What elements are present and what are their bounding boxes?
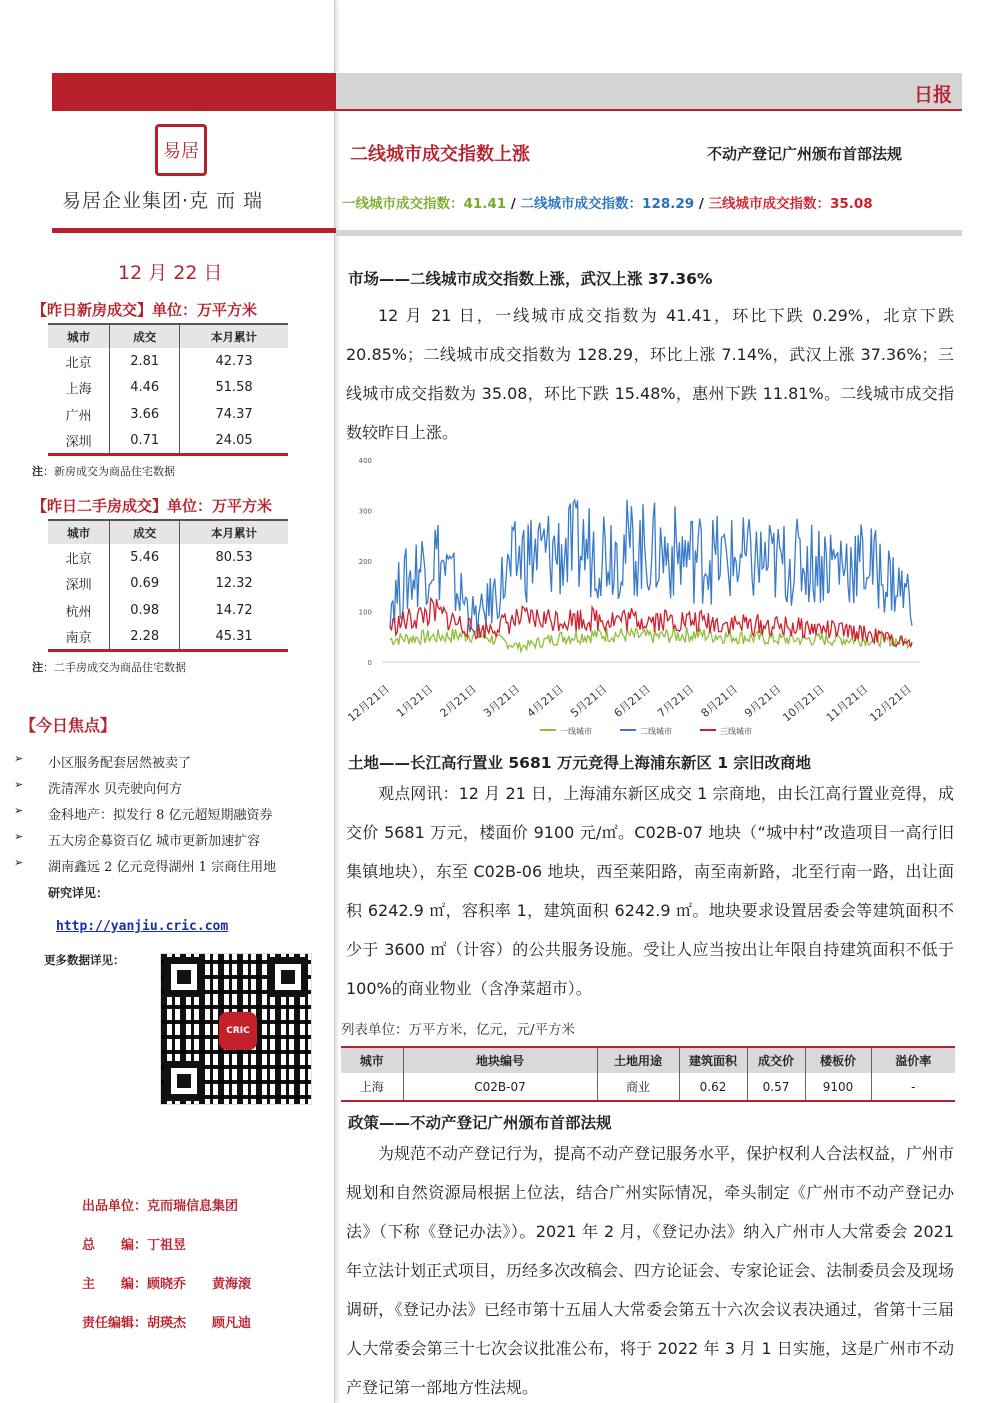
- focus-title: 【今日焦点】: [20, 716, 117, 735]
- focus-item-text: 金科地产：拟发行 8 亿元超短期融资券: [48, 808, 273, 823]
- cell: 42.73: [215, 353, 253, 369]
- more-data-label: 更多数据详见：: [44, 953, 125, 967]
- col-month-total: 本月累计: [180, 520, 288, 544]
- table-row: [341, 1073, 955, 1101]
- arrow-icon: ➢: [14, 752, 24, 765]
- qr-finder: [164, 957, 204, 997]
- header-bar: [336, 73, 962, 111]
- x-tick-label: 9月21日: [742, 682, 784, 720]
- index-summary: [342, 192, 873, 212]
- focus-item[interactable]: [14, 804, 276, 830]
- qr-logo: CRIC: [219, 1012, 257, 1050]
- headline-side: 不动产登记广州颁布首部法规: [707, 145, 903, 163]
- series-line: [390, 500, 912, 638]
- focus-item[interactable]: [14, 856, 276, 882]
- note-text: ：新房成交为商品住宅数据: [43, 465, 175, 478]
- note-text: ：二手房成交为商品住宅数据: [43, 661, 186, 674]
- cell: 80.53: [215, 549, 253, 565]
- cell: 0.62: [679, 1073, 747, 1101]
- col-price: 成交价: [747, 1047, 805, 1073]
- credit-responsible-editors: 责任编辑：胡瑛杰 顾凡迪: [82, 1316, 252, 1331]
- table-row: [48, 544, 288, 571]
- cell: 0.57: [747, 1073, 805, 1101]
- headline-main: 二线城市成交指数上涨: [350, 144, 530, 165]
- col-premium: 溢价率: [871, 1047, 955, 1073]
- company-name: 易居企业集团·克 而 瑞: [62, 190, 264, 212]
- market-text: [346, 296, 954, 452]
- table-row: [48, 348, 288, 375]
- col-land-use: 土地用途: [597, 1047, 679, 1073]
- cell: 杭州: [48, 597, 110, 624]
- header-accent-bar: [52, 73, 336, 111]
- separator: /: [510, 196, 516, 212]
- x-tick-label: 12月21日: [867, 682, 914, 725]
- cell: 0.98: [110, 597, 180, 624]
- x-tick-label: 11月21日: [823, 682, 871, 725]
- second-house-table: [48, 519, 288, 652]
- arrow-icon: ➢: [14, 830, 24, 843]
- focus-item-text: 洗清浑水 贝壳驶向何方: [48, 782, 183, 797]
- index-chart: [340, 450, 940, 750]
- land-body: 观点网讯：12 月 21 日，上海浦东新区成交 1 宗商地，由长江高行置业竞得，成交价 5681 万元，楼面价 9100 元/㎡。C02B-07 地块（“城中村”改造项目一高行旧集镇地块），东至 C02B-06 地块，西至莱阳路，南至南新路，北至行南一路，出让面积 6242.9 ㎡，容积率 1，建筑面积 6242.9 ㎡。地块要求设置居委会等建筑面积不少于 3600 ㎡（计容）的公共服务设施。受让人应当按出让年限自持建筑面积不低于 100%的商业物业（含净菜超市）。: [346, 784, 954, 998]
- new-house-title: 【昨日新房成交】单位：万平方米: [32, 301, 258, 319]
- x-tick-label: 1月21日: [394, 682, 436, 720]
- x-tick-label: 12月21日: [345, 682, 392, 725]
- credit-editors: 主 编：顾晓乔 黄海滚: [82, 1277, 252, 1292]
- col-floor-area: 建筑面积: [679, 1047, 747, 1073]
- policy-body: 为规范不动产登记行为，提高不动产登记服务水平，保护权利人合法权益，广州市规划和自然资源局根据上位法，结合广州实际情况，牵头制定《广州市不动产登记办法》（下称《登记办法》）。2021 年 2 月，《登记办法》纳入广州市人大常委会 2021 年立法计划正式项目，历经多次改稿会、四方论证会、专家论证会、法制委员会及现场调研，《登记办法》已经市第十五届人大常委会第五十六次会议表决通过，省第十三届人大常委会第三十七次会议批准公布，将于 2022 年 3 月 1 日实施，这是广州市不动产登记第一部地方性法规。: [346, 1144, 955, 1397]
- divider: [52, 228, 336, 233]
- y-tick-label: 100: [358, 608, 372, 617]
- focus-item[interactable]: [14, 752, 276, 778]
- qr-finder: [268, 957, 308, 997]
- cell: 3.66: [110, 401, 180, 428]
- x-tick-label: 4月21日: [524, 682, 566, 720]
- col-deal: 成交: [110, 520, 180, 544]
- separator: /: [698, 196, 704, 212]
- cell: 上海: [48, 375, 110, 402]
- arrow-icon: ➢: [14, 778, 24, 791]
- cell: 0.69: [110, 571, 180, 598]
- x-tick-label: 2月21日: [437, 682, 479, 720]
- units-note: 列表单位：万平方米，亿元，元/平方米: [341, 1022, 576, 1038]
- col-city: 城市: [48, 324, 110, 348]
- legend-label: 三线城市: [720, 727, 752, 736]
- tier1-index: 一线城市成交指数：41.41: [342, 196, 507, 212]
- legend-label: 一线城市: [560, 727, 592, 736]
- table-row: [48, 624, 288, 651]
- col-plot-id: 地块编号: [403, 1047, 597, 1073]
- divider: [336, 230, 962, 236]
- x-tick-label: 3月21日: [481, 682, 523, 720]
- col-city: 城市: [48, 520, 110, 544]
- focus-list: [14, 752, 276, 882]
- arrow-icon: ➢: [14, 856, 24, 869]
- cell: 5.46: [110, 544, 180, 571]
- land-heading: 土地——长江高行置业 5681 万元竞得上海浦东新区 1 宗旧改商地: [348, 754, 812, 772]
- qr-finder: [164, 1061, 204, 1101]
- y-tick-label: 400: [358, 457, 372, 465]
- cell: 45.31: [180, 624, 288, 651]
- cell: 商业: [597, 1073, 679, 1101]
- series-line: [390, 598, 912, 647]
- col-floor-price: 楼板价: [805, 1047, 871, 1073]
- cell: 51.58: [215, 380, 253, 396]
- market-body: 12 月 21 日，一线城市成交指数为 41.41，环比下跌 0.29%，北京下跌 20.85%；二线城市成交指数为 128.29，环比上涨 7.14%，武汉上涨 37.36%；三线城市成交指数为 35.08，环比下跌 15.48%，惠州下跌 11.81%。二线城市成交指数较昨日上涨。: [346, 306, 954, 442]
- cell: 南京: [48, 624, 110, 651]
- cell: 深圳: [48, 571, 110, 598]
- cell: 2.81: [110, 348, 180, 375]
- market-heading: 市场——二线城市成交指数上涨，武汉上涨 37.36%: [348, 270, 713, 288]
- y-tick-label: 300: [358, 507, 372, 516]
- logo-mark: 易居: [163, 141, 199, 162]
- col-month-total: 本月累计: [180, 324, 288, 348]
- cell: 北京: [48, 544, 110, 571]
- left-column: [0, 0, 335, 1403]
- cell: -: [871, 1073, 955, 1101]
- y-tick-label: 200: [358, 558, 372, 566]
- new-house-table: [48, 323, 288, 456]
- series-line: [390, 627, 912, 652]
- focus-item[interactable]: [14, 830, 276, 856]
- table-row: [48, 375, 288, 402]
- cell: 24.05: [180, 428, 288, 455]
- tier3-index: 三线城市成交指数：35.08: [708, 196, 873, 212]
- company-logo: [155, 124, 207, 176]
- x-tick-label: 7月21日: [655, 682, 697, 720]
- legend-label: 二线城市: [640, 727, 672, 736]
- cell: 14.72: [215, 602, 253, 618]
- x-tick-label: 8月21日: [698, 682, 740, 720]
- col-deal: 成交: [110, 324, 180, 348]
- focus-item[interactable]: [14, 778, 276, 804]
- table-row: [48, 401, 288, 428]
- daily-label: 日报: [913, 84, 952, 106]
- x-tick-label: 10月21日: [780, 682, 827, 725]
- second-house-note: [32, 659, 186, 675]
- cell: 2.28: [110, 624, 180, 651]
- report-date: 12 月 22 日: [118, 262, 223, 284]
- tier2-index: 二线城市成交指数：128.29: [520, 196, 695, 212]
- policy-text: [346, 1134, 954, 1403]
- land-text: [346, 774, 954, 1008]
- table-row: [48, 428, 288, 455]
- policy-heading: 政策——不动产登记广州颁布首部法规: [348, 1114, 612, 1132]
- focus-item-text: 小区服务配套居然被卖了: [48, 756, 192, 771]
- focus-item-text: 五大房企募资百亿 城市更新加速扩容: [48, 834, 261, 849]
- cell: 深圳: [48, 428, 110, 455]
- cell: 9100: [805, 1073, 871, 1101]
- x-tick-label: 6月21日: [611, 682, 653, 720]
- land-table: [341, 1046, 955, 1102]
- focus-item-text: 湖南鑫远 2 亿元竞得湖州 1 宗商住用地: [48, 860, 277, 875]
- cell: 4.46: [110, 375, 180, 402]
- y-tick-label: 0: [367, 659, 372, 667]
- cell: 0.71: [110, 428, 180, 455]
- note-label: 注: [32, 465, 43, 478]
- new-house-note: [32, 463, 175, 479]
- credit-chief-editor: 总 编：丁祖昱: [82, 1238, 187, 1253]
- cell: C02B-07: [403, 1073, 597, 1101]
- qr-code[interactable]: [160, 953, 312, 1105]
- research-label: 研究详见：: [48, 886, 109, 900]
- second-house-title: 【昨日二手房成交】单位：万平方米: [32, 497, 273, 515]
- arrow-icon: ➢: [14, 804, 24, 817]
- cell: 北京: [48, 348, 110, 375]
- table-row: [48, 597, 288, 624]
- cell: 74.37: [215, 406, 253, 422]
- cell: 上海: [341, 1073, 403, 1101]
- table-row: [48, 571, 288, 598]
- cell: 广州: [48, 401, 110, 428]
- x-tick-label: 5月21日: [568, 682, 610, 720]
- cell: 12.32: [215, 576, 253, 592]
- research-link[interactable]: http://yanjiu.cric.com: [56, 919, 229, 934]
- note-label: 注: [32, 661, 43, 674]
- credit-publisher: 出品单位：克而瑞信息集团: [82, 1199, 239, 1214]
- col-city: 城市: [341, 1047, 403, 1073]
